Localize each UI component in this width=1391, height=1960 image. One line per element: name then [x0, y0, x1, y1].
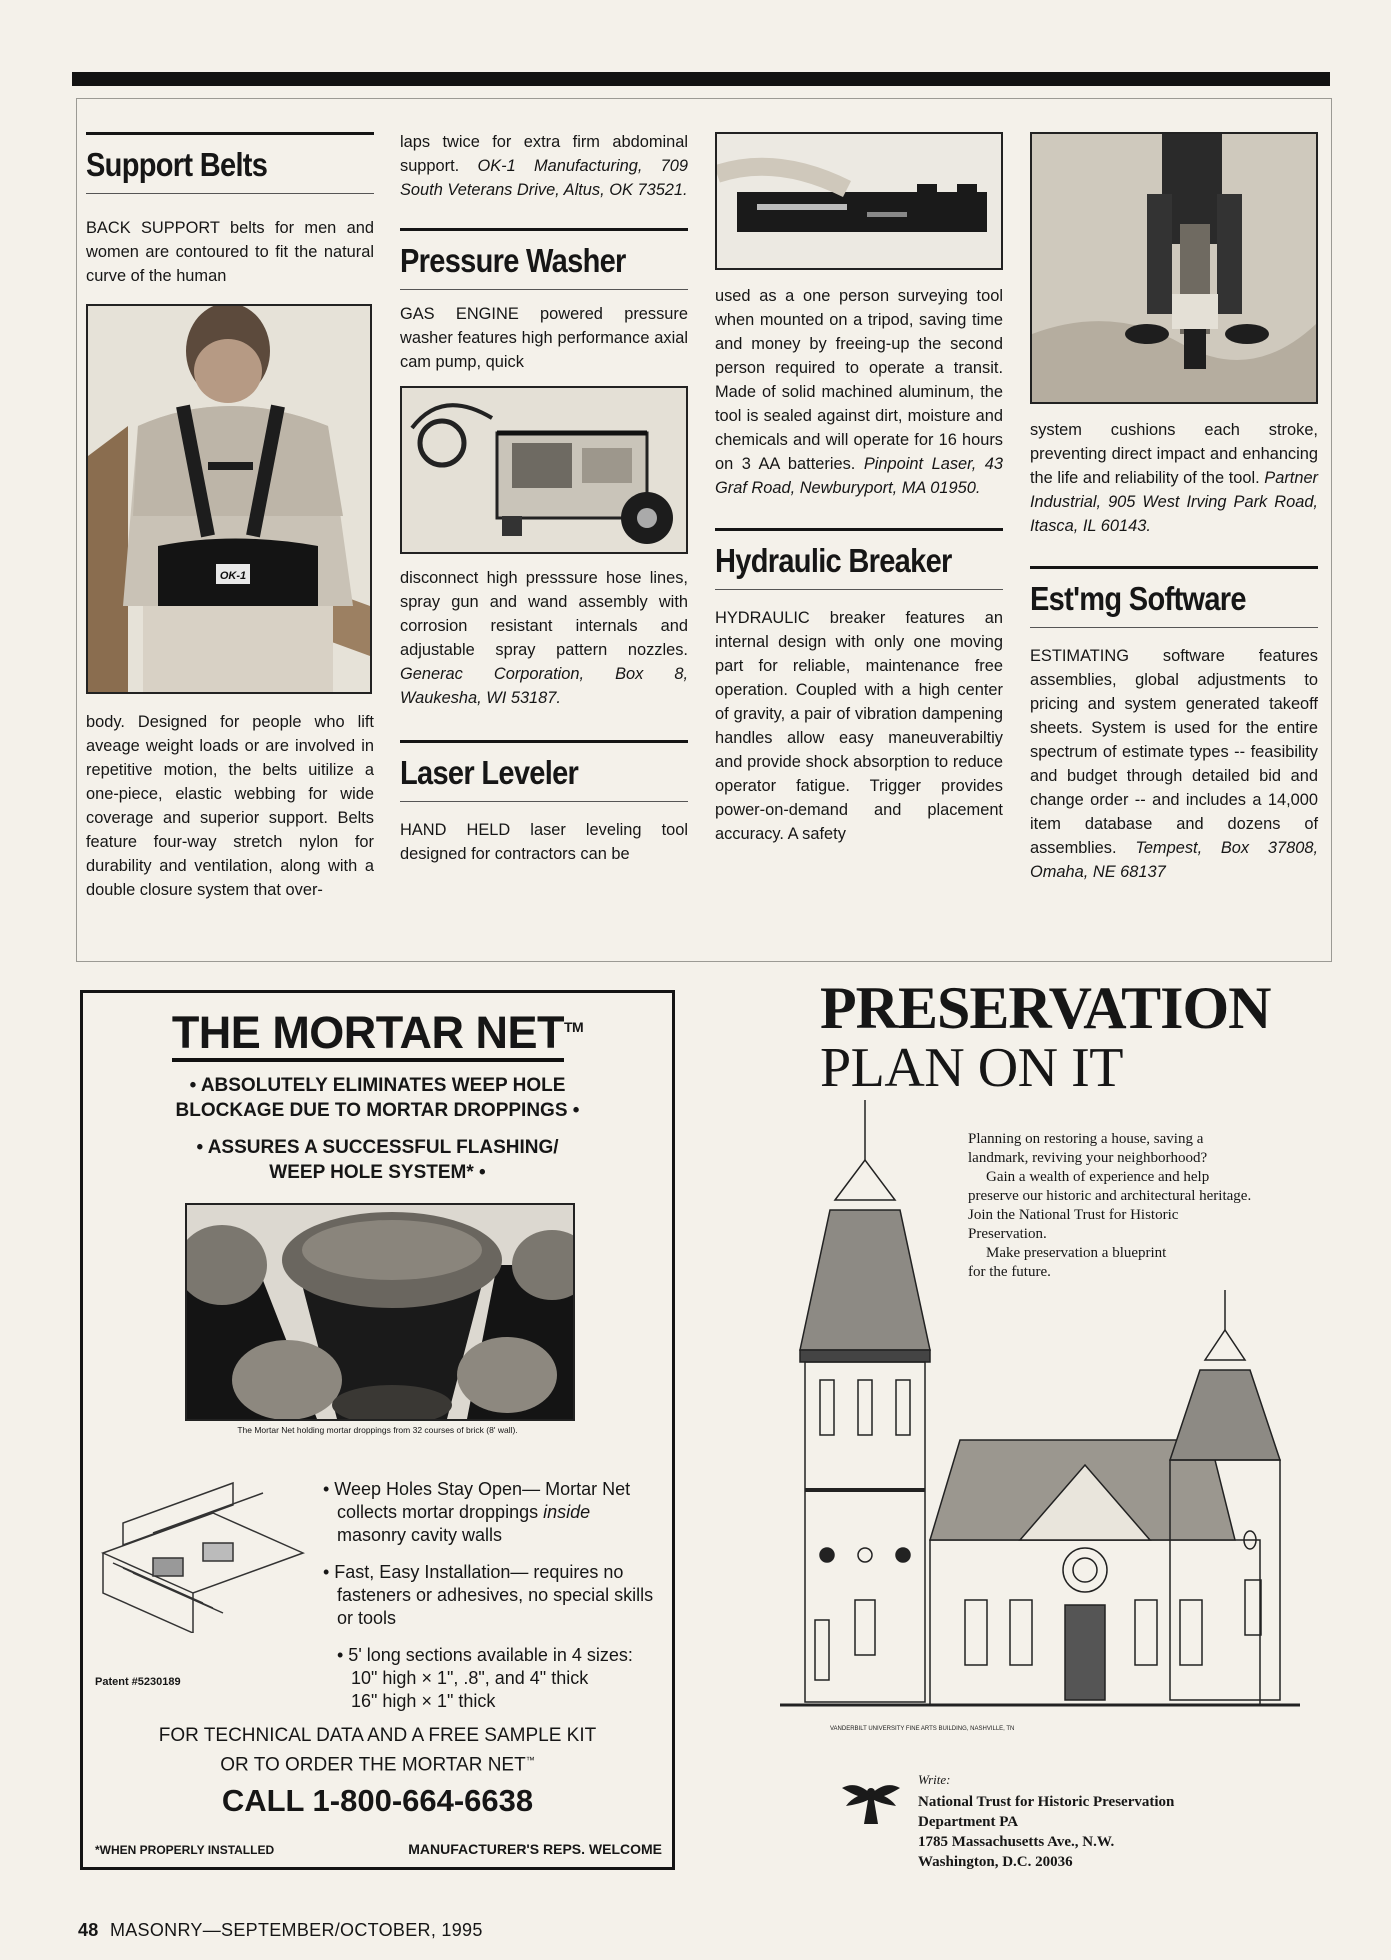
- pressure-washer-illustration: [402, 388, 686, 552]
- publication-name: MASONRY—SEPTEMBER/OCTOBER, 1995: [109, 1920, 483, 1940]
- mortar-net-bullet-1: • ABSOLUTELY ELIMINATES WEEP HOLE BLOCKAGE DUE TO MORTAR DROPPINGS •: [175, 1075, 580, 1121]
- preservation-subtitle: PLAN ON IT: [820, 1037, 1123, 1099]
- feature-weep-holes: • Weep Holes Stay Open— Mortar Net collects mortar droppings inside masonry cavity walls: [323, 1479, 631, 1545]
- laser-leveler-photo: [715, 132, 1003, 270]
- mortar-photo-caption: The Mortar Net holding mortar droppings from 32 courses of brick (8' wall).: [237, 1425, 518, 1435]
- column-estimating-software: [1030, 132, 1318, 884]
- mortar-droppings-illustration: [187, 1205, 573, 1419]
- building-caption: VANDERBILT UNIVERSITY FINE ARTS BUILDING, NASHVILLE, TN: [830, 1726, 1015, 1732]
- mortar-net-phone[interactable]: CALL 1-800-664-6638: [221, 1783, 534, 1818]
- installation-footnote: *WHEN PROPERLY INSTALLED: [95, 1843, 275, 1857]
- column-hydraulic-breaker: [715, 132, 1003, 846]
- mortar-droppings-photo: [185, 1203, 575, 1421]
- feature-easy-install: • Fast, Easy Installation— requires no fasteners or adhesives, no special skills or tools: [323, 1562, 654, 1628]
- laser-leveler-body: used as a one person surveying tool when mounted on a tripod, saving time and money by freeing-up the second person required to operate a transit. Made of solid machined aluminum, the tool is sealed against dirt, moisture and chemicals and will operate for 16 hours on 3 AA batteries. Pinpoint Laser, 43 Graf Road, Newburyport, MA 01950.: [715, 287, 1003, 497]
- hydraulic-breaker-illustration: [1032, 134, 1316, 402]
- support-belts-intro: BACK SUPPORT belts for men and women are contoured to fit the natural curve of the human: [86, 219, 374, 285]
- patent-number: Patent #5230189: [95, 1676, 181, 1688]
- write-label: Write:: [918, 1772, 951, 1787]
- mortar-net-ad: [80, 990, 675, 1870]
- preservation-headline: [820, 975, 1271, 1099]
- pressure-washer-heading: Pressure Washer: [400, 242, 626, 279]
- support-belt-illustration: [88, 306, 370, 692]
- hydraulic-breaker-photo: [1030, 132, 1318, 404]
- hydraulic-breaker-heading: Hydraulic Breaker: [715, 542, 952, 579]
- feature-sizes: • 5' long sections available in 4 sizes: 10" high × 1", .8", and 4" thick 16" high × 1" thick: [337, 1645, 633, 1711]
- mortar-net-bullet-2: • ASSURES A SUCCESSFUL FLASHING/ WEEP HOLE SYSTEM* •: [196, 1137, 559, 1183]
- manufacturer-reps: MANUFACTURER'S REPS. WELCOME: [408, 1841, 662, 1857]
- page-number: 48: [78, 1920, 99, 1940]
- preservation-copy: Planning on restoring a house, saving a landmark, reviving your neighborhood? Gain a wealth of experience and help preserve our historic and architectural heritage. Join the National Trust for Historic Preservation. Make preservation a blueprint for the future.: [968, 1131, 1252, 1280]
- hydraulic-breaker-body: system cushions each stroke, preventing direct impact and enhancing the life and reliability of the tool. Partner Industrial, 905 West Irving Park Road, Itasca, IL 60143.: [1030, 421, 1319, 535]
- top-rule: [72, 72, 1330, 86]
- laser-leveler-intro: HAND HELD laser leveling tool designed for contractors can be: [400, 821, 688, 863]
- wall-cavity-diagram: [93, 1463, 313, 1633]
- page-footer: [78, 1920, 483, 1941]
- laser-leveler-illustration: [717, 134, 1001, 268]
- column-pressure-washer: [400, 130, 688, 866]
- support-belts-continued: laps twice for extra firm abdominal support. OK-1 Manufacturing, 709 South Veterans Drive, Altus, OK 73521.: [400, 133, 688, 199]
- support-belts-body: body. Designed for people who lift aveage weight loads or are involved in repetitive motion, the belts uitilize a one-piece, elastic webbing for wide coverage and superior support. Belts feature four-way stretch nylon for durability and ventilation, along with a double closure system that over-: [86, 713, 374, 899]
- pressure-washer-photo: [400, 386, 688, 554]
- mortar-net-cta: FOR TECHNICAL DATA AND A FREE SAMPLE KIT OR TO ORDER THE MORTAR NET™: [158, 1725, 597, 1776]
- ok1-logo: OK-1: [219, 570, 247, 582]
- pressure-washer-intro: GAS ENGINE powered pressure washer features high performance axial cam pump, quick: [400, 305, 688, 371]
- mortar-net-title: THE MORTAR NET™: [83, 1007, 672, 1059]
- eagle-emblem-icon: [842, 1780, 900, 1828]
- preservation-address: National Trust for Historic Preservation Department PA 1785 Massachusetts Ave., N.W. Washington, D.C. 20036: [918, 1794, 1175, 1870]
- support-belts-heading: Support Belts: [86, 146, 268, 183]
- estimating-software-body: ESTIMATING software features assemblies, global adjustments to pricing and system generated takeoff sheets. System is used for the entire spectrum of estimate types -- feasibility and budget through detailed bid and change order -- and includes a 14,000 item database and dozens of assemblies. Tempest, Box 37808, Omaha, NE 68137: [1030, 647, 1319, 881]
- support-belt-photo: [86, 304, 372, 694]
- mortar-net-features: [323, 1478, 663, 1713]
- estimating-software-heading: Est'mg Software: [1030, 580, 1246, 617]
- hydraulic-breaker-intro: HYDRAULIC breaker features an internal design with only one moving part for reliable, maintenance free operation. Coupled with a high center of gravity, a pair of vibration dampening handles allow easy maneuverabiltiy and provide shock absorption to reduce operator fatigue. Trigger provides power-on-demand and placement accuracy. A safety: [715, 609, 1003, 843]
- column-support-belts: [86, 132, 374, 902]
- victorian-building-drawing: [780, 1100, 1310, 1740]
- laser-leveler-heading: Laser Leveler: [400, 754, 579, 791]
- preservation-title: PRESERVATION: [820, 975, 1271, 1041]
- pressure-washer-body: disconnect high presssure hose lines, spray gun and wand assembly with corrosion resistant internals and adjustable spray pattern nozzles. Generac Corporation, Box 8, Waukesha, WI 53187.: [400, 569, 688, 707]
